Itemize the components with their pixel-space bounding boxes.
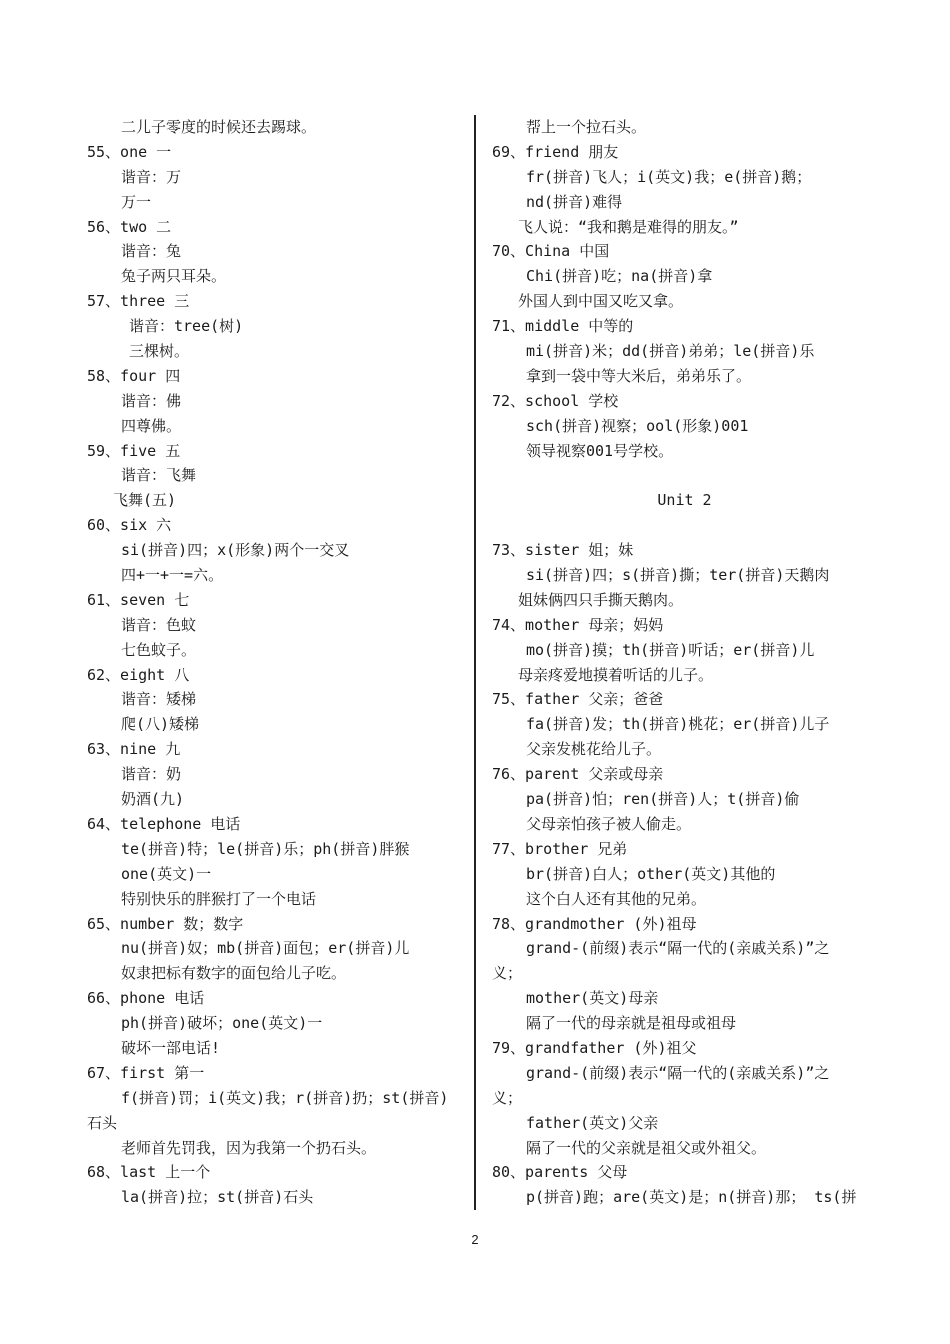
column-divider	[474, 115, 476, 1210]
left-column-line: 谐音：色蚊	[121, 615, 197, 634]
left-column-line: 56、two 二	[87, 217, 172, 236]
right-column-line: 义；	[492, 964, 523, 983]
right-column-line: 父母亲怕孩子被人偷走。	[526, 814, 692, 833]
left-column-line: 兔子两只耳朵。	[121, 267, 227, 286]
right-column-line: 拿到一袋中等大米后，弟弟乐了。	[526, 366, 752, 385]
left-column-line: 60、six 六	[87, 516, 172, 535]
left-column-line: 谐音：矮梯	[121, 690, 197, 709]
right-column-line: si(拼音)四；s(拼音)撕；ter(拼音)天鹅肉	[526, 566, 830, 585]
left-column-line: 石头	[87, 1113, 118, 1132]
left-column-line: 二儿子零度的时候还去踢球。	[121, 118, 317, 136]
left-column-line: 四+一+一=六。	[121, 566, 224, 585]
right-column-line: 74、mother 母亲；妈妈	[492, 615, 664, 634]
left-column-line: 63、nine 九	[87, 740, 181, 759]
left-column-line: one(英文)一	[121, 864, 212, 883]
right-column-line: Chi(拼音)吃；na(拼音)拿	[526, 267, 713, 286]
right-column-line: 这个白人还有其他的兄弟。	[526, 889, 707, 908]
left-column-line: 破坏一部电话!	[121, 1038, 221, 1057]
left-column-line: 奴隶把标有数字的面包给儿子吃。	[121, 964, 347, 983]
right-column-line: 外国人到中国又吃又拿。	[518, 292, 684, 311]
right-column-line: 69、friend 朋友	[492, 142, 619, 161]
right-column-line: 80、parents 父母	[492, 1163, 628, 1182]
left-column-line: f(拼音)罚；i(英文)我；r(拼音)扔；st(拼音)	[121, 1088, 449, 1107]
left-column-line: 61、seven 七	[87, 590, 190, 609]
right-column-line: 76、parent 父亲或母亲	[492, 765, 664, 784]
left-column-line: 66、phone 电话	[87, 989, 205, 1008]
left-column-line: 58、four 四	[87, 366, 181, 385]
right-column-line: mother(英文)母亲	[526, 989, 659, 1008]
left-column-line: 68、last 上一个	[87, 1163, 211, 1182]
right-column-line: 飞人说：“我和鹅是难得的朋友。”	[518, 217, 739, 236]
left-column-line: si(拼音)四；x(形象)两个一交叉	[121, 541, 350, 560]
left-column-line: 特别快乐的胖猴打了一个电话	[121, 889, 317, 908]
right-column-line: fa(拼音)发；th(拼音)桃花；er(拼音)儿子	[526, 715, 830, 734]
left-column-line: 三棵树。	[129, 342, 190, 361]
left-column	[87, 115, 472, 1210]
right-column-line: 隔了一代的母亲就是祖母或祖母	[526, 1014, 737, 1033]
left-column-line: 奶酒(九)	[121, 790, 185, 809]
left-column-line: la(拼音)拉；st(拼音)石头	[121, 1188, 314, 1207]
right-column-line: 隔了一代的父亲就是祖父或外祖父。	[526, 1138, 767, 1157]
right-column-line: 71、middle 中等的	[492, 317, 634, 336]
right-column-line: grand-(前缀)表示“隔一代的(亲戚关系)”之	[526, 939, 830, 958]
left-column-line: 67、first 第一	[87, 1063, 205, 1082]
left-column-line: 65、number 数；数字	[87, 914, 244, 933]
right-column-line: 父亲发桃花给儿子。	[526, 740, 662, 759]
right-column-line	[492, 463, 877, 488]
left-column-line: 飞舞(五)	[113, 491, 177, 510]
right-column-line: 70、China 中国	[492, 242, 610, 261]
right-column-line: father(英文)父亲	[526, 1113, 659, 1132]
right-column-line: 母亲疼爱地摸着听话的儿子。	[518, 665, 714, 684]
left-column-line: ph(拼音)破坏；one(英文)一	[121, 1014, 323, 1033]
right-column-line: mi(拼音)米；dd(拼音)弟弟；le(拼音)乐	[526, 342, 815, 361]
page-number: 2	[471, 1232, 479, 1247]
left-column-line: 谐音：兔	[121, 242, 182, 261]
right-column-line: 75、father 父亲；爸爸	[492, 690, 664, 709]
right-column-line: 72、school 学校	[492, 391, 619, 410]
left-column-line: 62、eight 八	[87, 665, 190, 684]
right-column-line: 帮上一个拉石头。	[526, 118, 647, 136]
right-column-line: 77、brother 兄弟	[492, 839, 628, 858]
right-column-line: grand-(前缀)表示“隔一代的(亲戚关系)”之	[526, 1063, 830, 1082]
left-column-line: 万一	[121, 192, 152, 211]
right-column-line: p(拼音)跑；are(英文)是；n(拼音)那； ts(拼	[526, 1188, 857, 1207]
right-column-line: br(拼音)白人；other(英文)其他的	[526, 864, 776, 883]
left-column-line: 57、three 三	[87, 292, 190, 311]
left-column-line: 老师首先罚我，因为我第一个扔石头。	[121, 1138, 377, 1157]
right-column-line: pa(拼音)怕；ren(拼音)人；t(拼音)偷	[526, 790, 800, 809]
left-column-line: 64、telephone 电话	[87, 814, 241, 833]
right-column-line: mo(拼音)摸；th(拼音)听话；er(拼音)儿	[526, 640, 815, 659]
right-column-line: fr(拼音)飞人；i(英文)我；e(拼音)鹅；	[526, 167, 812, 186]
left-column-line: 谐音：奶	[121, 765, 182, 784]
right-column-line: sch(拼音)视察；ool(形象)001	[526, 416, 749, 435]
right-column-line: 79、grandfather (外)祖父	[492, 1038, 697, 1057]
right-column-line	[492, 513, 877, 538]
left-column-line: nu(拼音)奴；mb(拼音)面包；er(拼音)儿	[121, 939, 410, 958]
right-column-line: 78、grandmother (外)祖母	[492, 914, 697, 933]
right-column-line: 姐妹俩四只手撕天鹅肉。	[518, 590, 684, 609]
left-column-line: 谐音：佛	[121, 391, 182, 410]
left-column-line: 四尊佛。	[121, 416, 182, 435]
right-column-line: 领导视察001号学校。	[526, 441, 674, 460]
left-column-line: te(拼音)特；le(拼音)乐；ph(拼音)胖猴	[121, 839, 410, 858]
left-column-line: 59、five 五	[87, 441, 181, 460]
right-column-line: Unit 2	[657, 491, 712, 510]
left-column-line: 爬(八)矮梯	[121, 715, 200, 734]
left-column-line: 谐音：飞舞	[121, 466, 197, 485]
left-column-line: 谐音：万	[121, 167, 182, 186]
right-column-line: 73、sister 姐；妹	[492, 541, 634, 560]
left-column-line: 55、one 一	[87, 142, 172, 161]
right-column	[492, 115, 877, 1210]
left-column-line: 七色蚊子。	[121, 640, 197, 659]
left-column-line: 谐音：tree(树)	[129, 317, 244, 336]
right-column-line: nd(拼音)难得	[526, 192, 623, 211]
right-column-line: 义；	[492, 1088, 523, 1107]
